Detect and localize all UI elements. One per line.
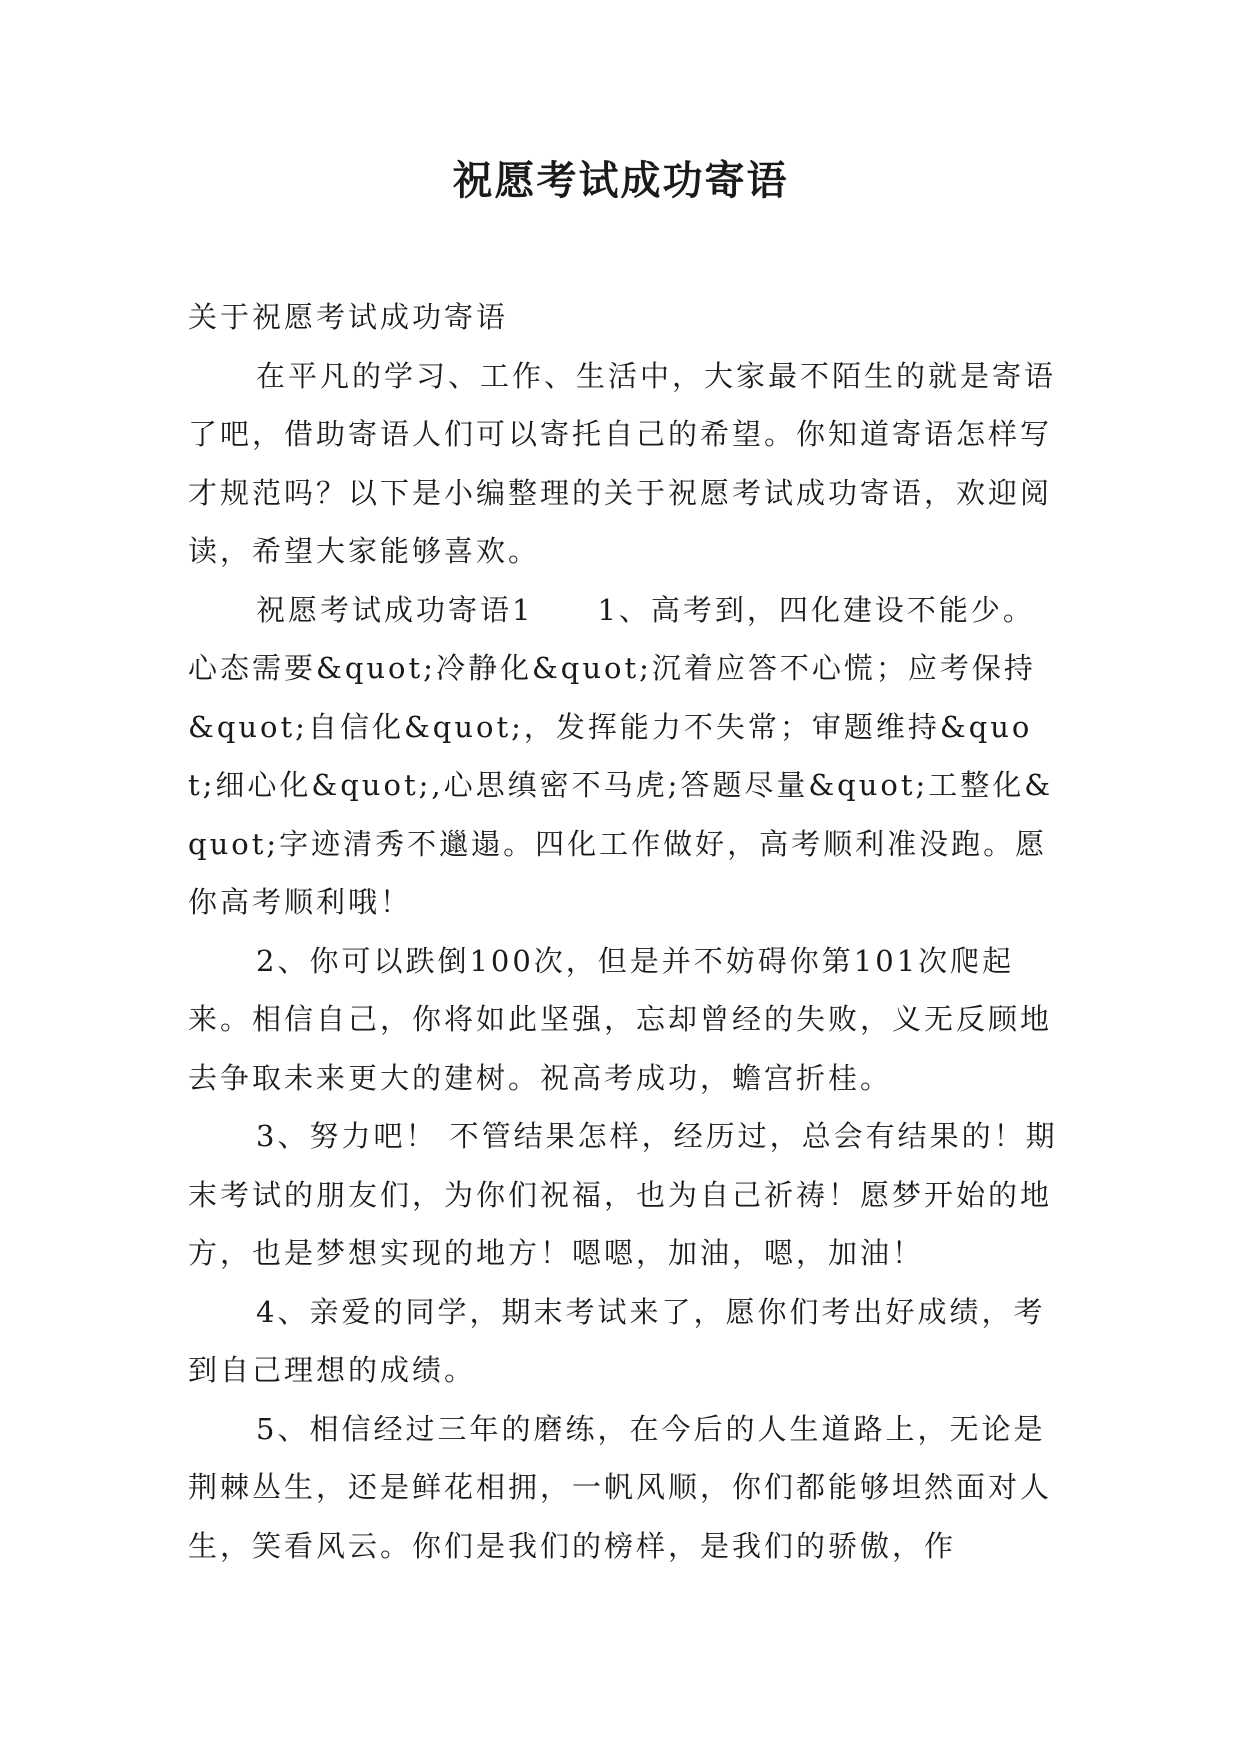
document-body (188, 288, 1058, 1575)
wish-item-3: 3、努力吧！ 不管结果怎样，经历过，总会有结果的！期末考试的朋友们，为你们祝福，也为自己祈祷！愿梦开始的地方，也是梦想实现的地方！嗯嗯，加油，嗯，加油！ (188, 1119, 1058, 1270)
document-subtitle: 关于祝愿考试成功寄语 (188, 300, 509, 334)
wish-item-4: 4、亲爱的同学，期末考试来了，愿你们考出好成绩，考到自己理想的成绩。 (188, 1294, 1046, 1387)
wish-item-1: 1、高考到，四化建设不能少。心态需要&quot;冷静化&quot;沉着应答不心慌；应考保持&quot;自信化&quot;，发挥能力不失常；审题维持&quot;细心化&quot;,心思缜密不马虎;答题尽量&quot;工整化&quot;字迹清秀不邋遢。四化工作做好，高考顺利准没跑。愿你高考顺利哦！ (188, 592, 1054, 919)
section-heading: 祝愿考试成功寄语1 (256, 592, 534, 627)
document-title: 祝愿考试成功寄语 (452, 157, 789, 204)
section-1-paragraph (188, 581, 1058, 932)
wish-item-5: 5、相信经过三年的磨练，在今后的人生道路上，无论是荆棘丛生，还是鲜花相拥，一帆风顺，你们都能够坦然面对人生，笑看风云。你们是我们的榜样，是我们的骄傲，作 (188, 1411, 1053, 1563)
wish-item-2: 2、你可以跌倒100次，但是并不妨碍你第101次爬起来。相信自己，你将如此坚强，忘却曾经的失败，义无反顾地去争取未来更大的建树。祝高考成功，蟾宫折桂。 (188, 943, 1053, 1095)
intro-paragraph: 在平凡的学习、工作、生活中，大家最不陌生的就是寄语了吧，借助寄语人们可以寄托自己的希望。你知道寄语怎样写才规范吗？以下是小编整理的关于祝愿考试成功寄语，欢迎阅读，希望大家能够喜欢。 (188, 358, 1057, 568)
